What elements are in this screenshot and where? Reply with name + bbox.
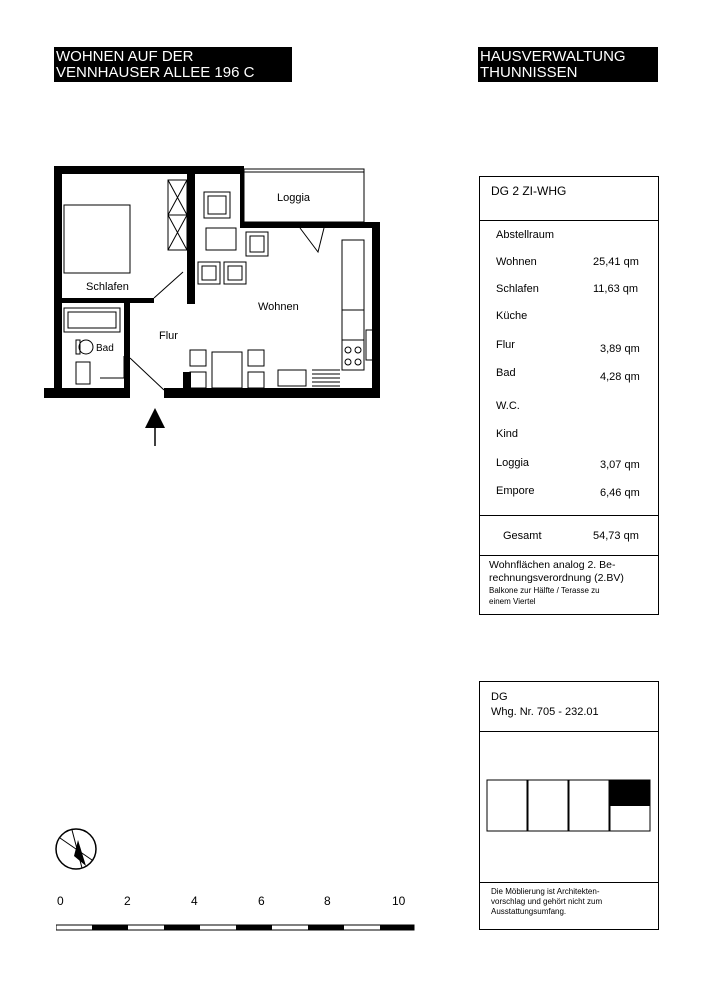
room-label-loggia: Loggia [277, 192, 311, 204]
area-row-room: Wohnen [496, 256, 537, 268]
unit-floor: DG [491, 691, 508, 703]
management-title-line1: HAUSVERWALTUNG [480, 48, 626, 65]
scale-tick-8: 8 [324, 894, 331, 908]
management-title [478, 47, 658, 82]
unit-location-diagram [486, 778, 652, 834]
area-row-room: Empore [496, 485, 535, 497]
management-title-line2: THUNNISSEN [480, 64, 578, 81]
scale-tick-0: 0 [57, 894, 64, 908]
area-row-room: Schlafen [496, 283, 539, 295]
area-row-value: 3,07 qm [600, 459, 640, 471]
unit-box [479, 681, 659, 930]
area-row-room: Flur [496, 339, 515, 351]
area-row-value: 4,28 qm [600, 371, 640, 383]
unit-number: Whg. Nr. 705 - 232.01 [491, 706, 599, 718]
unit-note-line1: Die Möblierung ist Architekten- [491, 887, 600, 896]
project-title-line1: WOHNEN AUF DER [56, 48, 194, 65]
unit-note-line2: vorschlag und gehört nicht zum [491, 897, 603, 906]
area-note-line2: rechnungsverordnung (2.BV) [489, 572, 624, 584]
area-row-room: Bad [496, 367, 516, 379]
unit-highlight [610, 780, 650, 806]
area-row-room: Loggia [496, 457, 530, 469]
area-row-room: W.C. [496, 400, 520, 412]
area-row-value: 3,89 qm [600, 343, 640, 355]
area-row-room: Abstellraum [496, 229, 555, 241]
area-table [479, 176, 659, 615]
scale-tick-6: 6 [258, 894, 265, 908]
room-label-wohnen: Wohnen [258, 301, 299, 313]
area-note-line4: einem Viertel [489, 597, 536, 606]
area-row-value: 11,63 qm [593, 283, 639, 295]
area-note-line1: Wohnflächen analog 2. Be- [489, 559, 616, 571]
area-row-room: Küche [496, 310, 528, 322]
floor-plan [40, 160, 390, 450]
area-note-line3: Balkone zur Hälfte / Terasse zu [489, 586, 600, 595]
area-total-label: Gesamt [503, 530, 542, 542]
area-row-value: 25,41 qm [593, 256, 639, 268]
room-label-flur: Flur [159, 330, 178, 342]
room-label-schlafen: Schlafen [86, 281, 129, 293]
scale-tick-4: 4 [191, 894, 198, 908]
room-label-bad: Bad [96, 343, 114, 354]
area-total-value: 54,73 qm [593, 530, 639, 542]
project-title-line2: VENNHAUSER ALLEE 196 C [56, 64, 255, 81]
scale-tick-2: 2 [124, 894, 131, 908]
scale-tick-10: 10 [392, 894, 406, 908]
area-row-room: Kind [496, 428, 519, 440]
north-compass-icon [52, 826, 102, 872]
area-table-title: DG 2 ZI-WHG [491, 184, 567, 198]
unit-note-line3: Ausstattungsumfang. [491, 907, 567, 916]
project-title [54, 47, 292, 82]
area-row-value: 6,46 qm [600, 487, 640, 499]
